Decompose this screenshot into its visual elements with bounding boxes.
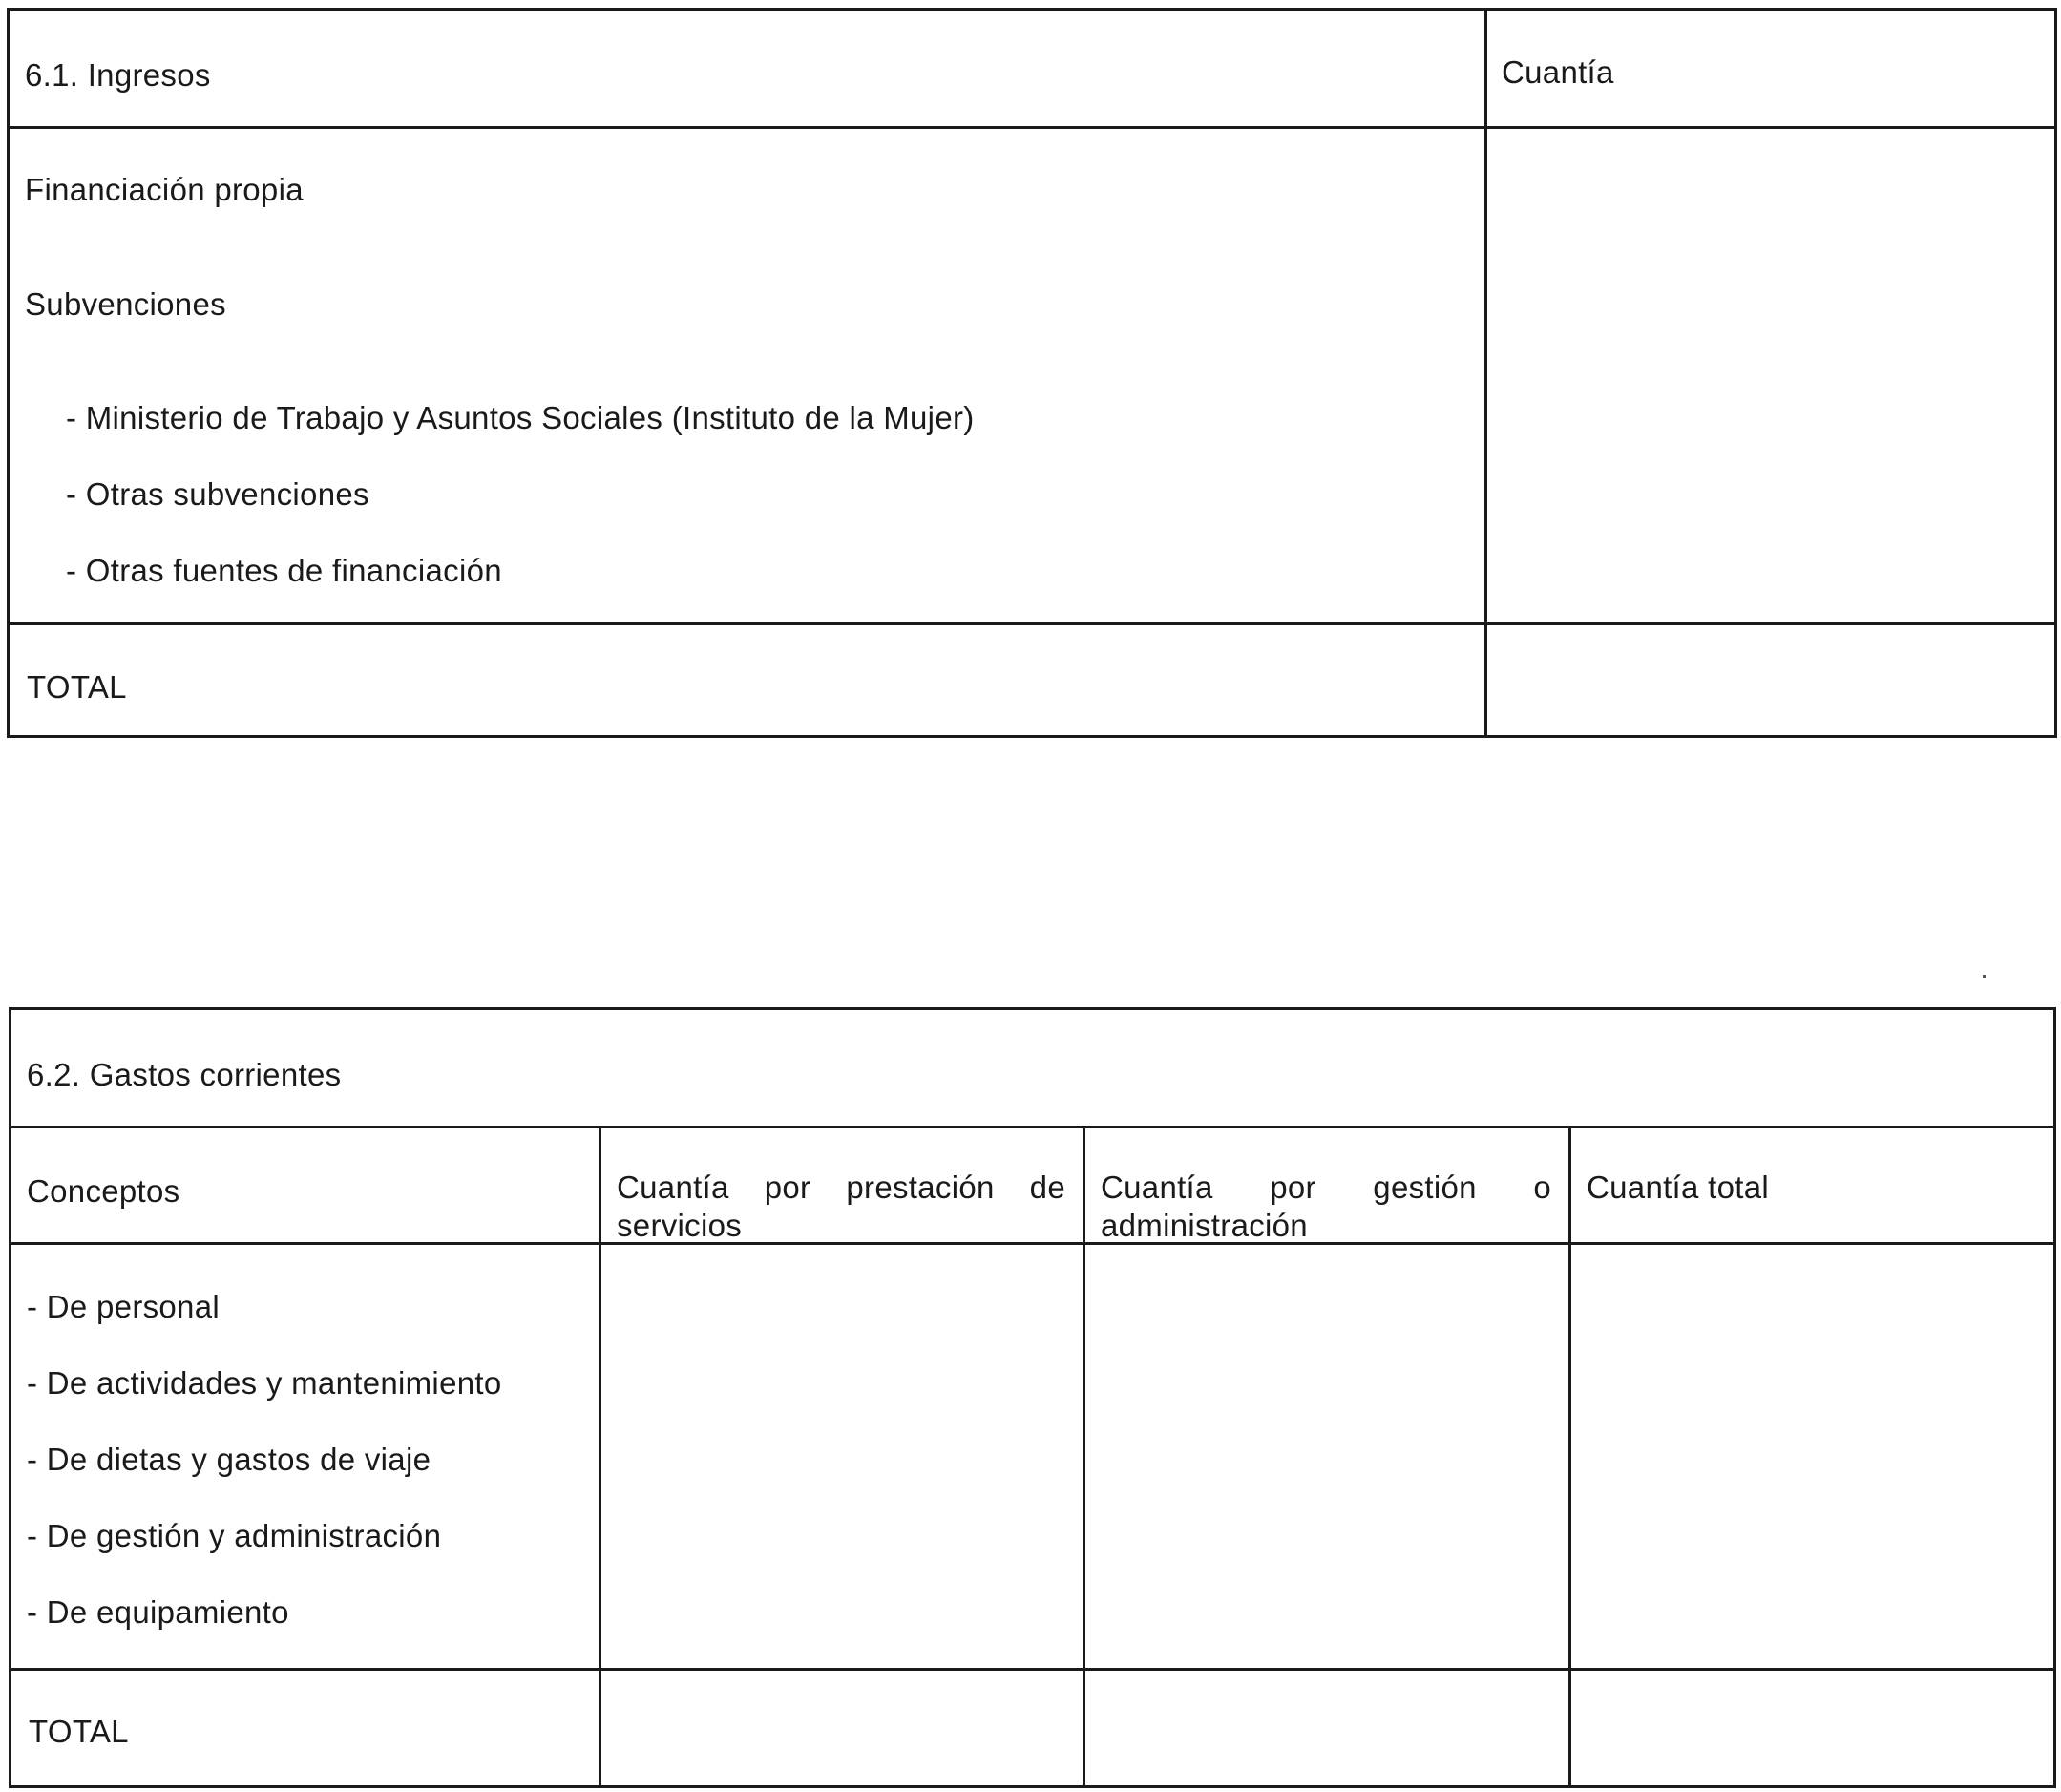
ingresos-title: 6.1. Ingresos [25,57,211,93]
ingresos-row-subvenciones: Subvenciones [25,286,226,322]
row-divider [11,1668,2053,1671]
gastos-header-total: Cuantía total [1587,1170,1770,1205]
gastos-total-label: TOTAL [29,1714,129,1749]
gastos-title: 6.2. Gastos corrientes [27,1057,342,1092]
gastos-concept-gestion: - De gestión y administración [27,1518,442,1553]
gastos-table [9,1007,2056,1788]
ingresos-row-ministerio: - Ministerio de Trabajo y Asuntos Sociales (Instituto de la Mujer) [66,400,975,435]
gastos-concept-dietas: - De dietas y gastos de viaje [27,1442,431,1477]
ingresos-total-label: TOTAL [27,669,127,705]
gastos-header-gestion: Cuantía por gestión o administración [1101,1170,1551,1243]
ingresos-row-financiacion-propia: Financiación propia [25,172,304,207]
gastos-header-conceptos: Conceptos [27,1173,180,1209]
ingresos-amount-header: Cuantía [1502,54,1614,90]
row-divider [11,1126,2053,1128]
ingresos-row-otras-subvenciones: - Otras subvenciones [66,476,369,512]
column-divider [1083,1126,1085,1785]
gastos-concept-personal: - De personal [27,1289,220,1324]
column-divider [1484,11,1487,735]
gastos-concept-equipamiento: - De equipamiento [27,1594,289,1630]
stray-mark [1983,975,1986,978]
column-divider [599,1126,601,1785]
column-divider [1568,1126,1571,1785]
gastos-header-prestacion: Cuantía por prestación de servicios [617,1170,1065,1243]
gastos-concept-actividades: - De actividades y mantenimiento [27,1365,502,1401]
ingresos-row-otras-fuentes: - Otras fuentes de financiación [66,553,502,588]
ingresos-table [7,8,2057,738]
row-divider [10,622,2054,625]
row-divider [10,126,2054,129]
